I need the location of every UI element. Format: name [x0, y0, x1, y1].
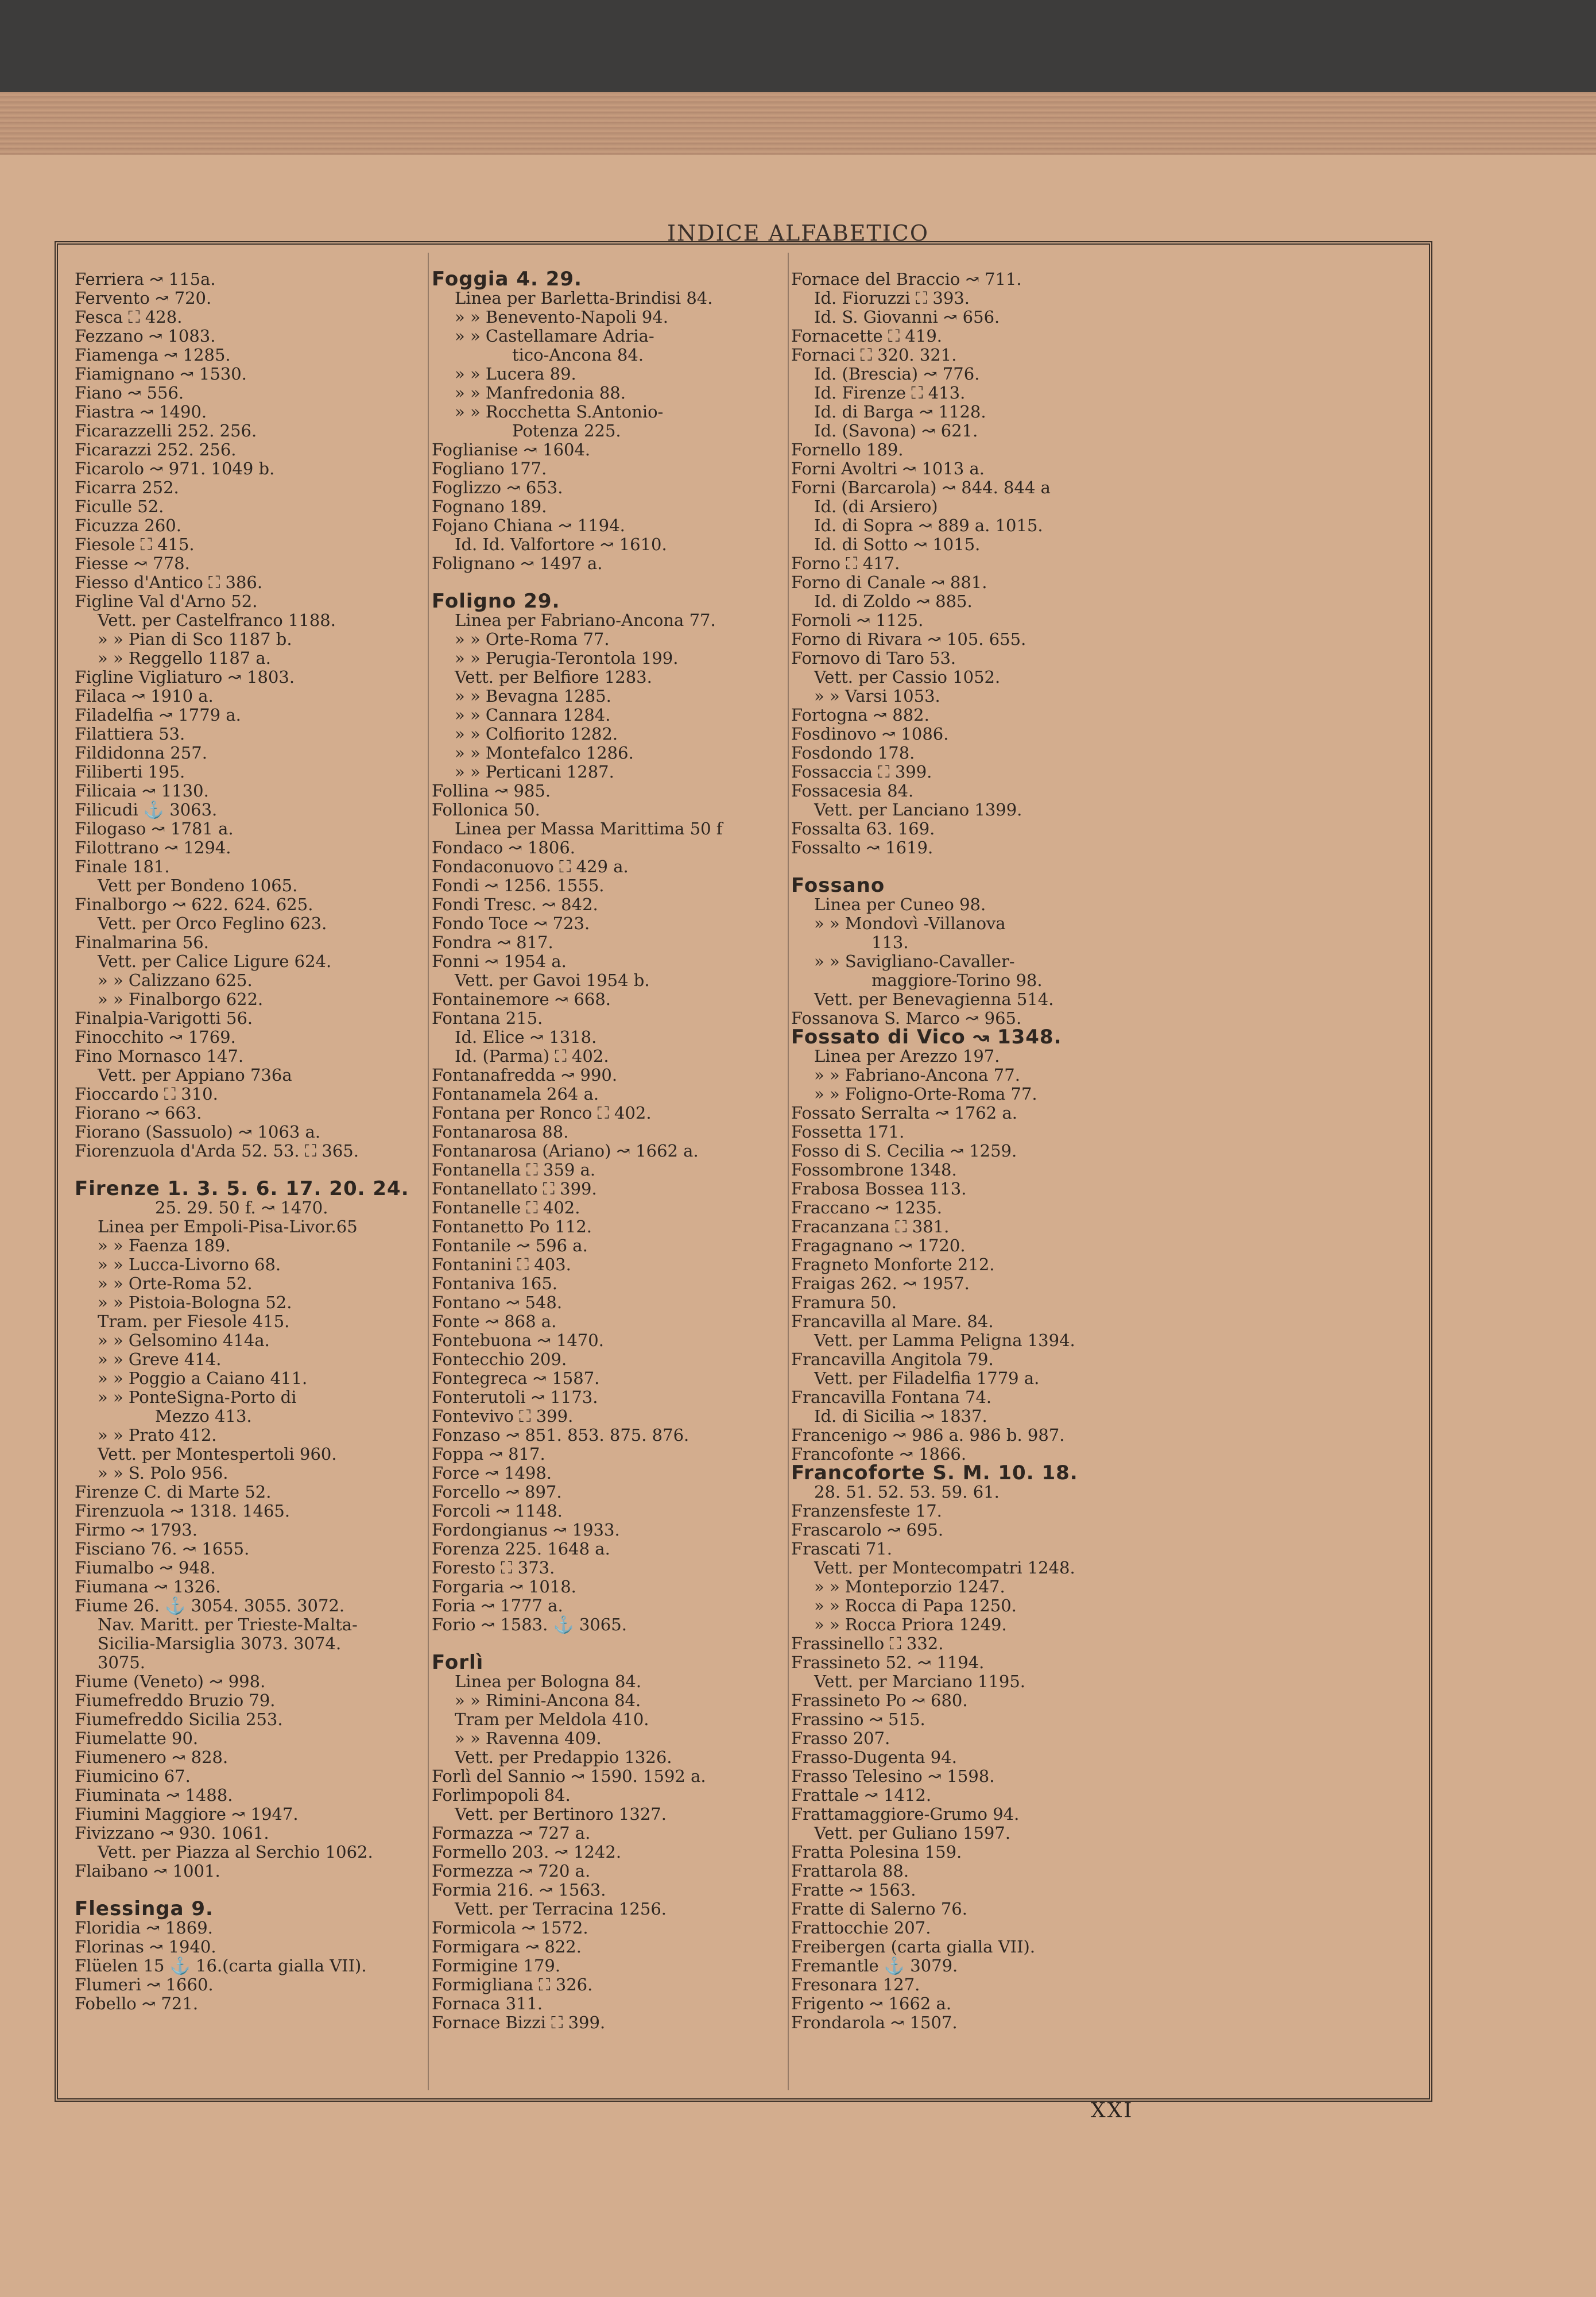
index-entry: Vett. per Calice Ligure 624.	[98, 952, 332, 971]
index-entry: Foglizzo ↝ 653.	[432, 478, 563, 497]
index-entry: Vett. per Orco Feglino 623.	[98, 914, 327, 933]
index-entry: Frassineto 52. ↝ 1194.	[791, 1653, 985, 1672]
index-entry: Id. (Parma) ⛶ 402.	[455, 1046, 609, 1066]
index-entry: Fojano Chiana ↝ 1194.	[432, 516, 625, 535]
index-entry: » » Finalborgo 622.	[98, 989, 264, 1009]
index-entry: » » Faenza 189.	[98, 1236, 231, 1255]
index-entry: Frigento ↝ 1662 a.	[791, 1994, 952, 2013]
index-entry: Fontaniva 165.	[432, 1274, 558, 1293]
column-divider	[788, 253, 789, 2090]
index-entry: Fornello 189.	[791, 440, 904, 459]
index-entry: Id. (Brescia) ↝ 776.	[814, 364, 980, 384]
index-entry: Frasso Telesino ↝ 1598.	[791, 1766, 995, 1786]
index-entry: Fiano ↝ 556.	[75, 383, 184, 403]
index-entry: Finalpia-Varigotti 56.	[75, 1008, 253, 1028]
index-entry: Framura 50.	[791, 1293, 897, 1312]
index-entry: Vett. per Castelfranco 1188.	[98, 610, 336, 630]
index-entry: 25. 29. 50 f. ↝ 1470.	[155, 1198, 328, 1217]
index-entry: Vett. per Piazza al Serchio 1062.	[98, 1842, 373, 1862]
index-entry: Frassineto Po ↝ 680.	[791, 1691, 968, 1710]
index-entry: Formazza ↝ 727 a.	[432, 1823, 591, 1843]
index-entry: » » Lucera 89.	[455, 364, 576, 384]
index-entry: Forcello ↝ 897.	[432, 1482, 562, 1502]
index-entry: Fraigas 262. ↝ 1957.	[791, 1274, 970, 1293]
index-entry: Forno di Rivara ↝ 105. 655.	[791, 629, 1026, 649]
index-entry: Fossalta 63. 169.	[791, 819, 935, 838]
index-entry: Id. Fioruzzi ⛶ 393.	[814, 288, 970, 308]
index-entry: Formigliana ⛶ 326.	[432, 1975, 593, 1994]
column-divider	[428, 253, 429, 2090]
index-entry: Forno ⛶ 417.	[791, 554, 900, 573]
index-entry: Fondaco ↝ 1806.	[432, 838, 575, 857]
index-entry: Freibergen (carta gialla VII).	[791, 1937, 1036, 1956]
index-entry: Francofonte ↝ 1866.	[791, 1444, 967, 1464]
index-entry: Vett. per Appiano 736a	[98, 1065, 292, 1085]
index-entry: Fonterutoli ↝ 1173.	[432, 1387, 598, 1407]
index-entry: Foligno 29.	[432, 590, 560, 613]
index-entry: » » Rimini-Ancona 84.	[455, 1691, 641, 1710]
index-entry: Fiumicino 67.	[75, 1766, 191, 1786]
index-entry: Fiume 26. ⚓ 3054. 3055. 3072.	[75, 1596, 345, 1615]
index-entry: Forgaria ↝ 1018.	[432, 1577, 576, 1596]
index-column-3	[791, 270, 1159, 2032]
index-entry: Formigine 179.	[432, 1956, 561, 1975]
index-entry: Fontebuona ↝ 1470.	[432, 1331, 604, 1350]
index-entry: » » Reggello 1187 a.	[98, 648, 271, 668]
index-entry: Tram per Meldola 410.	[455, 1710, 649, 1729]
index-entry: maggiore-Torino 98.	[871, 970, 1043, 990]
index-entry: Formello 203. ↝ 1242.	[432, 1842, 622, 1862]
index-entry: Id. Firenze ⛶ 413.	[814, 383, 966, 403]
index-entry: Firenze C. di Marte 52.	[75, 1482, 272, 1502]
index-entry: Fontanafredda ↝ 990.	[432, 1065, 618, 1085]
index-entry: Fondaconuovo ⛶ 429 a.	[432, 857, 629, 876]
index-entry: Fornace del Braccio ↝ 711.	[791, 269, 1022, 289]
index-entry: Id. Elice ↝ 1318.	[455, 1027, 597, 1047]
index-entry: Fragagnano ↝ 1720.	[791, 1236, 966, 1255]
index-entry: Fossato Serralta ↝ 1762 a.	[791, 1103, 1017, 1123]
index-entry: Fontanetto Po 112.	[432, 1217, 592, 1236]
index-entry: Vett. per Benevagienna 514.	[814, 989, 1054, 1009]
index-entry: Foppa ↝ 817.	[432, 1444, 545, 1464]
index-entry: » » Monteporzio 1247.	[814, 1577, 1005, 1596]
index-entry: » » Colfiorito 1282.	[455, 724, 618, 744]
index-entry: Fontano ↝ 548.	[432, 1293, 563, 1312]
index-entry: Fragneto Monforte 212.	[791, 1255, 995, 1274]
index-entry: » » S. Polo 956.	[98, 1463, 228, 1483]
index-entry: Fossaccia ⛶ 399.	[791, 762, 932, 782]
index-entry: 3075.	[98, 1653, 146, 1672]
index-column-2	[432, 270, 788, 2032]
index-entry: » » Rocca di Papa 1250.	[814, 1596, 1017, 1615]
index-entry: » » Pistoia-Bologna 52.	[98, 1293, 292, 1312]
index-entry: Ficarra 252.	[75, 478, 179, 497]
index-entry: » » Cannara 1284.	[455, 705, 611, 725]
index-entry: Forlimpopoli 84.	[432, 1785, 571, 1805]
index-entry: » » PonteSigna-Porto di	[98, 1387, 297, 1407]
index-entry: Fontanarosa 88.	[432, 1122, 569, 1142]
index-entry: » » Savigliano-Cavaller-	[814, 952, 1015, 971]
index-entry: Filottrano ↝ 1294.	[75, 838, 231, 857]
index-entry: Frasso-Dugenta 94.	[791, 1747, 957, 1767]
index-entry: Id. di Barga ↝ 1128.	[814, 402, 986, 421]
index-entry: Fontanamela 264 a.	[432, 1084, 599, 1104]
page-number: XXI	[1091, 2099, 1134, 2122]
index-entry: Fornace Bizzi ⛶ 399.	[432, 2013, 606, 2032]
index-entry: Forni (Barcarola) ↝ 844. 844 a	[791, 478, 1051, 497]
index-entry: Finalborgo ↝ 622. 624. 625.	[75, 895, 313, 914]
index-entry: Fontainemore ↝ 668.	[432, 989, 611, 1009]
index-entry: Id. Id. Valfortore ↝ 1610.	[455, 535, 667, 554]
index-entry: Fiumini Maggiore ↝ 1947.	[75, 1804, 299, 1824]
index-entry: Fiamignano ↝ 1530.	[75, 364, 247, 384]
index-entry: » » Castellamare Adria-	[455, 326, 654, 346]
index-entry: Mezzo 413.	[155, 1406, 252, 1426]
index-entry: Fogliano 177.	[432, 459, 547, 478]
index-entry: Fraccano ↝ 1235.	[791, 1198, 942, 1217]
index-entry: Filicaia ↝ 1130.	[75, 781, 209, 801]
index-entry: Formicola ↝ 1572.	[432, 1918, 588, 1938]
index-entry: Fiamenga ↝ 1285.	[75, 345, 231, 365]
index-entry: » » Orte-Roma 77.	[455, 629, 610, 649]
index-entry: » » Foligno-Orte-Roma 77.	[814, 1084, 1037, 1104]
index-entry: Fracanzana ⛶ 381.	[791, 1217, 950, 1236]
index-entry: Firmo ↝ 1793.	[75, 1520, 197, 1540]
index-entry: Fiorano ↝ 663.	[75, 1103, 202, 1123]
index-entry: » » Ravenna 409.	[455, 1728, 602, 1748]
index-entry: Frassinello ⛶ 332.	[791, 1634, 944, 1653]
index-entry: Fossanova S. Marco ↝ 965.	[791, 1008, 1022, 1028]
index-entry: Vett. per Lamma Peligna 1394.	[814, 1331, 1075, 1350]
index-entry: Frasso 207.	[791, 1728, 890, 1748]
index-entry: Tram. per Fiesole 415.	[98, 1312, 290, 1331]
index-entry: Forio ↝ 1583. ⚓ 3065.	[432, 1615, 627, 1634]
index-entry: Fosso di S. Cecilia ↝ 1259.	[791, 1141, 1017, 1161]
index-entry: Filicudi ⚓ 3063.	[75, 800, 218, 819]
index-entry: » » Rocca Priora 1249.	[814, 1615, 1007, 1634]
index-entry: Follonica 50.	[432, 800, 540, 819]
index-entry: Vett. per Gavoi 1954 b.	[455, 970, 650, 990]
index-entry: Vett. per Predappio 1326.	[455, 1747, 672, 1767]
index-entry: Id. di Sopra ↝ 889 a. 1015.	[814, 516, 1043, 535]
index-entry: Finocchito ↝ 1769.	[75, 1027, 236, 1047]
index-entry: Vett. per Lanciano 1399.	[814, 800, 1022, 819]
index-entry: Linea per Fabriano-Ancona 77.	[455, 610, 716, 630]
index-entry: Flaibano ↝ 1001.	[75, 1861, 220, 1881]
index-entry: Vett. per Montecompatri 1248.	[814, 1558, 1075, 1577]
index-entry: Potenza 225.	[512, 421, 621, 440]
index-entry: Fornovo di Taro 53.	[791, 648, 956, 668]
index-entry: Flüelen 15 ⚓ 16.(carta gialla VII).	[75, 1956, 367, 1975]
index-entry: Fisciano 76. ↝ 1655.	[75, 1539, 250, 1559]
index-entry: Formia 216. ↝ 1563.	[432, 1880, 606, 1900]
index-entry: Fiumenero ↝ 828.	[75, 1747, 228, 1767]
index-entry: » » Bevagna 1285.	[455, 686, 611, 706]
index-entry: Filaca ↝ 1910 a.	[75, 686, 214, 706]
index-entry: Fognano 189.	[432, 497, 547, 516]
index-entry: » » Lucca-Livorno 68.	[98, 1255, 281, 1274]
index-entry: Frabosa Bossea 113.	[791, 1179, 967, 1198]
index-entry: Flumeri ↝ 1660.	[75, 1975, 214, 1994]
index-entry: Vett. per Belfiore 1283.	[455, 667, 652, 687]
index-entry: » » Perugia-Terontola 199.	[455, 648, 679, 668]
index-entry: » » Rocchetta S.Antonio-	[455, 402, 664, 421]
index-entry: Fremantle ⚓ 3079.	[791, 1956, 958, 1975]
index-entry: Linea per Cuneo 98.	[814, 895, 986, 914]
index-entry: Fontecchio 209.	[432, 1349, 567, 1369]
index-entry: Fondo Toce ↝ 723.	[432, 914, 590, 933]
index-entry: Fesca ⛶ 428.	[75, 307, 183, 327]
index-entry: Fortogna ↝ 882.	[791, 705, 929, 725]
index-entry: 28. 51. 52. 53. 59. 61.	[814, 1482, 1000, 1502]
index-entry: Firenzuola ↝ 1318. 1465.	[75, 1501, 290, 1521]
index-entry: Francavilla Fontana 74.	[791, 1387, 992, 1407]
index-entry: Forni Avoltri ↝ 1013 a.	[791, 459, 985, 478]
index-entry: Fonzaso ↝ 851. 853. 875. 876.	[432, 1425, 689, 1445]
index-entry: Filadelfia ↝ 1779 a.	[75, 705, 241, 725]
index-entry: Fontegreca ↝ 1587.	[432, 1368, 600, 1388]
index-entry: » » Gelsomino 414a.	[98, 1331, 270, 1350]
index-entry: Fornaca 311.	[432, 1994, 543, 2013]
index-entry: Frassino ↝ 515.	[791, 1710, 925, 1729]
index-entry: Linea per Massa Marittima 50 f	[455, 819, 723, 838]
index-entry: Figline Val d'Arno 52.	[75, 591, 258, 611]
index-entry: Ficarazzi 252. 256.	[75, 440, 237, 459]
index-entry: Fratta Polesina 159.	[791, 1842, 962, 1862]
index-entry: Id. di Sotto ↝ 1015.	[814, 535, 981, 554]
index-entry: Folignano ↝ 1497 a.	[432, 554, 603, 573]
index-entry: Filattiera 53.	[75, 724, 185, 744]
index-entry: Fiastra ↝ 1490.	[75, 402, 207, 421]
index-entry: » » Greve 414.	[98, 1349, 222, 1369]
index-entry: Finale 181.	[75, 857, 170, 876]
index-entry: Fiorenzuola d'Arda 52. 53. ⛶ 365.	[75, 1141, 359, 1161]
index-entry: Vett. per Bertinoro 1327.	[455, 1804, 667, 1824]
index-entry: Filiberti 195.	[75, 762, 185, 782]
index-entry: Forlì del Sannio ↝ 1590. 1592 a.	[432, 1766, 706, 1786]
index-entry: Vett. per Terracina 1256.	[455, 1899, 667, 1919]
page-edge	[0, 92, 1596, 155]
index-entry: Frondarola ↝ 1507.	[791, 2013, 958, 2032]
index-entry: » » Varsi 1053.	[814, 686, 940, 706]
index-entry: Fossombrone 1348.	[791, 1160, 957, 1180]
index-entry: Frattarola 88.	[791, 1861, 909, 1881]
index-entry: Fiesse ↝ 778.	[75, 554, 190, 573]
index-entry: Fornacette ⛶ 419.	[791, 326, 943, 346]
index-entry: » » Manfredonia 88.	[455, 383, 626, 403]
index-entry: Fiesso d'Antico ⛶ 386.	[75, 573, 263, 592]
index-entry: 113.	[871, 933, 909, 952]
index-entry: Foresto ⛶ 373.	[432, 1558, 555, 1577]
index-entry: Fontana 215.	[432, 1008, 543, 1028]
index-entry: Fontanelle ⛶ 402.	[432, 1198, 580, 1217]
index-entry: » » Mondovì -Villanova	[814, 914, 1006, 933]
index-entry: Florinas ↝ 1940.	[75, 1937, 216, 1956]
index-entry: Nav. Maritt. per Trieste-Malta-	[98, 1615, 358, 1634]
index-entry: » » Montefalco 1286.	[455, 743, 634, 763]
index-entry: Ficuzza 260.	[75, 516, 181, 535]
index-entry: Id. S. Giovanni ↝ 656.	[814, 307, 1000, 327]
index-entry: Fratte ↝ 1563.	[791, 1880, 916, 1900]
index-entry: Vett. per Filadelfia 1779 a.	[814, 1368, 1040, 1388]
index-entry: Forcoli ↝ 1148.	[432, 1501, 563, 1521]
index-entry: Fornoli ↝ 1125.	[791, 610, 924, 630]
index-entry: Filogaso ↝ 1781 a.	[75, 819, 234, 838]
index-entry: Fondi Tresc. ↝ 842.	[432, 895, 598, 914]
index-entry: Fiuminata ↝ 1488.	[75, 1785, 233, 1805]
page-header-title: INDICE ALFABETICO	[667, 221, 929, 246]
index-entry: » » Perticani 1287.	[455, 762, 614, 782]
index-entry: Francoforte S. M. 10. 18.	[791, 1461, 1078, 1484]
index-entry: Ficarolo ↝ 971. 1049 b.	[75, 459, 275, 478]
index-entry: Fornaci ⛶ 320. 321.	[791, 345, 957, 365]
index-entry: Foria ↝ 1777 a.	[432, 1596, 563, 1615]
index-entry: Linea per Empoli-Pisa-Livor.65	[98, 1217, 358, 1236]
index-entry: Fosdinovo ↝ 1086.	[791, 724, 949, 744]
index-entry: Fossano	[791, 874, 885, 897]
index-entry: Frattocchie 207.	[791, 1918, 931, 1938]
index-entry: Fossacesia 84.	[791, 781, 914, 801]
index-entry: Ficulle 52.	[75, 497, 164, 516]
index-entry: Francenigo ↝ 986 a. 986 b. 987.	[791, 1425, 1065, 1445]
index-entry: Fiumalbo ↝ 948.	[75, 1558, 216, 1577]
index-entry: Ficarazzelli 252. 256.	[75, 421, 257, 440]
index-entry: Fossato di Vico ↝ 1348.	[791, 1026, 1062, 1049]
index-entry: Frascati 71.	[791, 1539, 892, 1559]
index-column-1	[75, 270, 425, 2013]
index-entry: Linea per Bologna 84.	[455, 1672, 642, 1691]
index-entry: Vett. per Cassio 1052.	[814, 667, 1001, 687]
index-entry: Frattale ↝ 1412.	[791, 1785, 932, 1805]
index-entry: Force ↝ 1498.	[432, 1463, 552, 1483]
index-entry: Linea per Barletta-Brindisi 84.	[455, 288, 713, 308]
index-entry: Francavilla al Mare. 84.	[791, 1312, 994, 1331]
index-entry: Formezza ↝ 720 a.	[432, 1861, 591, 1881]
index-entry: Fervento ↝ 720.	[75, 288, 212, 308]
index-entry: Fiorano (Sassuolo) ↝ 1063 a.	[75, 1122, 321, 1142]
index-entry: Sicilia-Marsiglia 3073. 3074.	[98, 1634, 342, 1653]
index-entry: » » Pian di Sco 1187 b.	[98, 629, 292, 649]
index-entry: Fonni ↝ 1954 a.	[432, 952, 567, 971]
index-entry: Fossetta 171.	[791, 1122, 905, 1142]
index-entry: Fiume (Veneto) ↝ 998.	[75, 1672, 266, 1691]
index-entry: » » Fabriano-Ancona 77.	[814, 1065, 1020, 1085]
index-entry: Foglianise ↝ 1604.	[432, 440, 591, 459]
index-entry: Forno di Canale ↝ 881.	[791, 573, 987, 592]
index-entry	[432, 1634, 788, 1653]
index-entry: » » Benevento-Napoli 94.	[455, 307, 668, 327]
index-entry: » » Prato 412.	[98, 1425, 217, 1445]
index-entry: Fiumelatte 90.	[75, 1728, 199, 1748]
index-entry: Fonte ↝ 868 a.	[432, 1312, 557, 1331]
index-entry: Frascarolo ↝ 695.	[791, 1520, 944, 1540]
index-entry: Vett. per Guliano 1597.	[814, 1823, 1011, 1843]
index-entry: Id. (di Arsiero)	[814, 497, 938, 516]
index-entry: Fratte di Salerno 76.	[791, 1899, 967, 1919]
index-entry: Fossalto ↝ 1619.	[791, 838, 933, 857]
index-entry: Fontanile ↝ 596 a.	[432, 1236, 588, 1255]
index-entry: Fresonara 127.	[791, 1975, 920, 1994]
index-entry: Fiumana ↝ 1326.	[75, 1577, 221, 1596]
index-entry: » » Calizzano 625.	[98, 970, 253, 990]
index-entry: Flessinga 9.	[75, 1897, 214, 1920]
index-entry: Vett per Bondeno 1065.	[98, 876, 298, 895]
index-entry: Fivizzano ↝ 930. 1061.	[75, 1823, 269, 1843]
index-entry: » » Poggio a Caiano 411.	[98, 1368, 308, 1388]
index-entry: Vett. per Montespertoli 960.	[98, 1444, 337, 1464]
index-entry: Fosdondo 178.	[791, 743, 915, 763]
index-entry: Id. di Sicilia ↝ 1837.	[814, 1406, 987, 1426]
index-entry: Fioccardo ⛶ 310.	[75, 1084, 218, 1104]
index-entry: Ferriera ↝ 115a.	[75, 269, 216, 289]
index-entry: Figline Vigliaturo ↝ 1803.	[75, 667, 295, 687]
index-entry: Finalmarina 56.	[75, 933, 209, 952]
index-entry: Fondi ↝ 1256. 1555.	[432, 876, 605, 895]
index-entry: Formigara ↝ 822.	[432, 1937, 582, 1956]
index-entry: Fiumefreddo Bruzio 79.	[75, 1691, 276, 1710]
index-entry: Linea per Arezzo 197.	[814, 1046, 1000, 1066]
index-entry: Forenza 225. 1648 a.	[432, 1539, 610, 1559]
index-entry: Fondra ↝ 817.	[432, 933, 553, 952]
index-entry: Fontevivo ⛶ 399.	[432, 1406, 574, 1426]
index-entry: Fontanini ⛶ 403.	[432, 1255, 571, 1274]
index-entry: Fontanarosa (Ariano) ↝ 1662 a.	[432, 1141, 699, 1161]
index-entry: Fiumefreddo Sicilia 253.	[75, 1710, 283, 1729]
index-entry: Foggia 4. 29.	[432, 268, 582, 291]
index-entry: Fildidonna 257.	[75, 743, 207, 763]
index-entry: Fezzano ↝ 1083.	[75, 326, 216, 346]
index-entry: Vett. per Marciano 1195.	[814, 1672, 1026, 1691]
index-entry: Fino Mornasco 147.	[75, 1046, 244, 1066]
index-entry: Firenze 1. 3. 5. 6. 17. 20. 24.	[75, 1177, 409, 1200]
index-entry: Fontanella ⛶ 359 a.	[432, 1160, 596, 1180]
index-entry: Id. (Savona) ↝ 621.	[814, 421, 978, 440]
index-entry: Fontanellato ⛶ 399.	[432, 1179, 597, 1198]
index-entry: Francavilla Angitola 79.	[791, 1349, 994, 1369]
index-entry: Franzensfeste 17.	[791, 1501, 942, 1521]
index-entry: tico-Ancona 84.	[512, 345, 644, 365]
index-entry: Fiesole ⛶ 415.	[75, 535, 195, 554]
index-entry: Forlì	[432, 1651, 484, 1674]
index-entry: Follina ↝ 985.	[432, 781, 551, 801]
index-entry: Id. di Zoldo ↝ 885.	[814, 591, 973, 611]
index-entry: » » Orte-Roma 52.	[98, 1274, 253, 1293]
index-entry: Fontana per Ronco ⛶ 402.	[432, 1103, 652, 1123]
index-entry: Fobello ↝ 721.	[75, 1994, 199, 2013]
index-entry: Frattamaggiore-Grumo 94.	[791, 1804, 1020, 1824]
index-entry: Floridia ↝ 1869.	[75, 1918, 213, 1938]
index-entry: Fordongianus ↝ 1933.	[432, 1520, 620, 1540]
